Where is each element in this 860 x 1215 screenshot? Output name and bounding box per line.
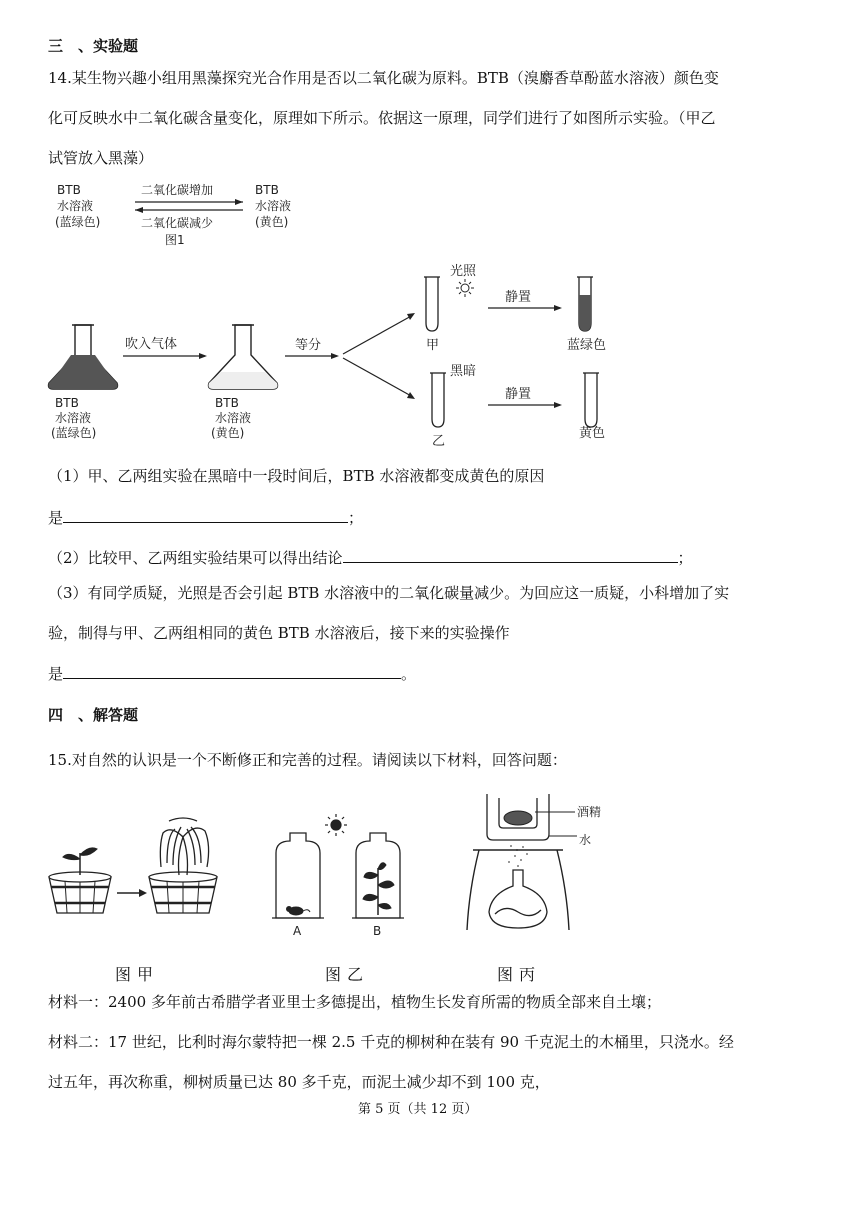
fig1-right-3: (黄色)	[255, 215, 289, 229]
fig1-arrow-top-label: 二氧化碳增加	[141, 183, 214, 197]
page-footer: 第 5 页（共 12 页）	[358, 1102, 478, 1117]
flask-2-label-2: 水溶液	[215, 411, 252, 425]
flask-2-label-3: (黄色)	[211, 426, 245, 440]
figure-2-experiment	[45, 255, 635, 450]
figure-1-btb-principle	[55, 180, 325, 260]
stand-label-2: 静置	[505, 387, 532, 402]
branch-arrow-down	[343, 358, 413, 397]
fig1-left-3: (蓝绿色)	[55, 215, 101, 229]
q14-sub2	[48, 546, 693, 568]
fig1-backward-arrowhead	[135, 207, 143, 213]
q14-sub1-line2	[48, 506, 363, 528]
flask-1-label-1: BTB	[55, 396, 79, 410]
q14-line-1: 14.某生物兴趣小组用黑藻探究光合作用是否以二氧化碳为原料。BTB（溴麝香草酚蓝水溶液）颜色变	[48, 69, 719, 87]
tube-b-icon	[432, 373, 444, 427]
tube-a-icon	[426, 277, 438, 331]
alcohol-lamp-icon	[489, 870, 547, 928]
material-1: 材料一：2400 多年前古希腊学者亚里士多德提出，植物生长发育所需的物质全部来自土壤；	[48, 993, 661, 1011]
section-title-3: 三 、实验题	[48, 37, 139, 55]
tube-b-result-icon	[585, 373, 597, 427]
fig1-left-2: 水溶液	[57, 199, 94, 213]
light-label: 光照	[450, 264, 477, 279]
fig1-right-1: BTB	[255, 183, 279, 197]
q14-sub3-line1: （3）有同学质疑，光照是否会引起 BTB 水溶液中的二氧化碳量减少。为回应这一质疑，小科增加了实	[48, 584, 730, 602]
sun-icon-2	[325, 814, 347, 836]
figure-jia-willow	[45, 815, 245, 925]
split-label: 等分	[295, 338, 322, 353]
mouse-icon	[287, 907, 311, 916]
branch-arrow-up	[343, 315, 413, 354]
willow-tree-icon	[160, 818, 208, 875]
small-bucket-icon	[49, 872, 111, 913]
caption-fig-jia: 图甲	[115, 965, 160, 984]
result-a-label: 蓝绿色	[567, 338, 607, 353]
label-a: A	[293, 924, 302, 938]
stand-label-1: 静置	[505, 290, 532, 305]
flask-1-liquid	[49, 372, 118, 389]
seedling-icon	[63, 848, 97, 875]
flask-1-label-2: 水溶液	[55, 411, 92, 425]
q14-line-2: 化可反映水中二氧化碳含量变化，原理如下所示。依据这一原理，同学们进行了如图所示实验。（甲乙	[48, 109, 716, 127]
answer-blank-1[interactable]	[63, 506, 348, 523]
tripod-icon	[467, 850, 569, 930]
caption-fig-yi: 图乙	[325, 965, 370, 984]
label-b: B	[373, 924, 382, 938]
plant-icon	[363, 863, 394, 915]
caption-fig-bing: 图丙	[497, 965, 542, 984]
q15-intro: 15.对自然的认识是一个不断修正和完善的过程。请阅读以下材料，回答问题：	[48, 751, 567, 769]
q14-sub2-text: （2）比较甲、乙两组实验结果可以得出结论	[48, 549, 343, 567]
q14-sub1-prefix: 是	[48, 509, 64, 527]
q14-line-3: 试管放入黑藻）	[48, 149, 154, 167]
alcohol-label: 酒精	[577, 805, 602, 819]
fig1-left-1: BTB	[57, 183, 81, 197]
material-2-line1: 材料二：17 世纪，比利时海尔蒙特把一棵 2.5 千克的柳树种在装有 90 千克泥土的木桶里，只浇水。经	[48, 1033, 734, 1051]
q14-sub1-line1: （1）甲、乙两组实验在黑暗中一段时间后，BTB 水溶液都变成黄色的原因	[48, 467, 545, 485]
result-b-label: 黄色	[579, 426, 606, 441]
large-bucket-icon	[149, 872, 217, 913]
answer-blank-3[interactable]	[63, 662, 401, 679]
q14-sub3-suffix: 。	[401, 665, 417, 683]
flask-2-label-1: BTB	[215, 396, 239, 410]
q14-sub3-line3	[48, 662, 416, 684]
answer-blank-2[interactable]	[343, 546, 678, 563]
leaf-sample-icon	[504, 811, 532, 825]
bell-jar-a-icon	[272, 833, 324, 918]
blow-gas-label: 吹入气体	[125, 337, 178, 352]
steam-dots	[508, 845, 528, 867]
q14-sub2-suffix: ；	[677, 549, 693, 567]
q14-sub3-line2: 验，制得与甲、乙两组相同的黄色 BTB 水溶液后，接下来的实验操作	[48, 624, 510, 642]
dark-label: 黑暗	[450, 364, 477, 379]
figure-bing-apparatus	[465, 790, 655, 935]
material-2-line2: 过五年，再次称重，柳树质量已达 80 多千克，而泥土减少却不到 100 克，	[48, 1073, 550, 1091]
fig1-forward-arrowhead	[235, 199, 243, 205]
tube-a-label: 甲	[426, 338, 440, 353]
fig1-caption: 图1	[165, 233, 185, 247]
figure-yi-bell-jars	[268, 813, 438, 938]
fig1-right-2: 水溶液	[255, 199, 292, 213]
section-title-4: 四 、解答题	[48, 706, 139, 724]
water-label: 水	[579, 833, 592, 847]
q14-sub1-suffix: ；	[348, 509, 364, 527]
q14-sub3-prefix: 是	[48, 665, 64, 683]
tube-b-label: 乙	[432, 434, 446, 449]
flask-1-label-3: (蓝绿色)	[51, 426, 97, 440]
fig1-arrow-bottom-label: 二氧化碳减少	[141, 216, 214, 230]
sun-icon	[456, 279, 474, 297]
